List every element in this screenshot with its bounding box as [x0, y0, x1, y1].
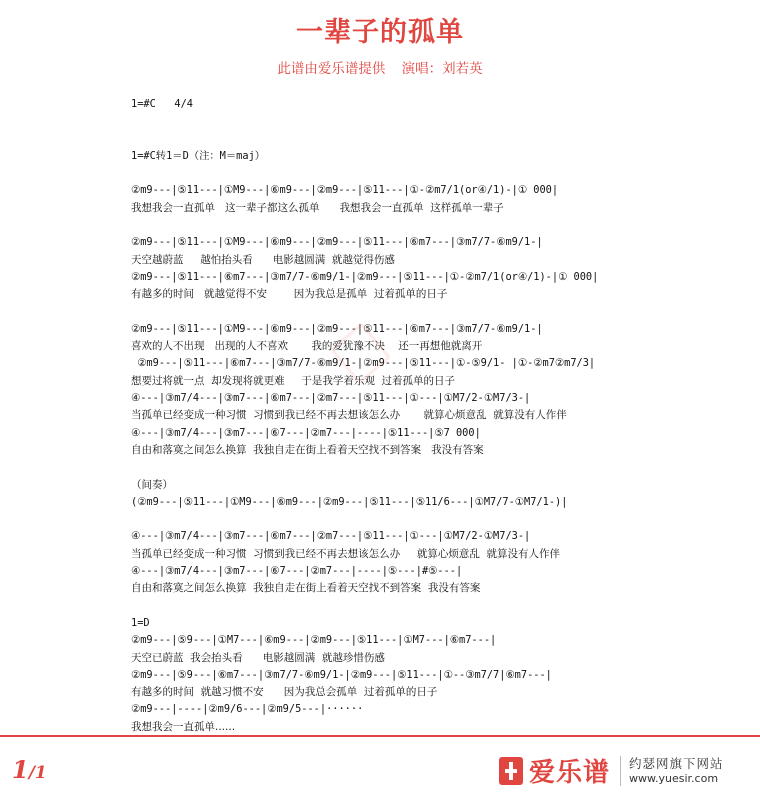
chord-line: ②m9---|⑤11---|⑥m7---|③m7/7-⑥m9/1-|②m9---|⑤11---|①-⑤9/1- |①-②m7②m7/3| — [131, 357, 596, 370]
chord-line: 1=#C转1＝D（注：M＝maj） — [131, 149, 266, 162]
blank-line — [131, 598, 731, 615]
chord-sheet — [131, 96, 731, 736]
page-current: 1 — [12, 755, 29, 784]
blank-line — [131, 459, 731, 476]
subtitle — [0, 57, 760, 77]
chord-line: ②m9---|⑤9---|①M7---|⑥m9---|②m9---|⑤11---|①M7---|⑥m7---| — [131, 634, 497, 647]
lyric-line: 天空越蔚蓝 越怕抬头看 电影越圆满 就越觉得伤感 — [131, 253, 395, 266]
chord-line: (②m9---|⑤11---|①M9---|⑥m9---|②m9---|⑤11---|⑤11/6---|①M7/7-①M7/1-)| — [131, 495, 568, 508]
lyric-line: 我想我会一直孤单...... — [131, 720, 236, 733]
lyric-line: 天空已蔚蓝 我会抬头看 电影越圆满 就越珍惜伤感 — [131, 651, 385, 664]
chord-line: 1=#C 4/4 — [131, 98, 193, 110]
lyric-line: 我想我会一直孤单 这一辈子都这么孤单 我想我会一直孤单 这样孤单一辈子 — [131, 201, 504, 214]
lyric-line: 想要过将就一点 却发现将就更难 于是我学着乐观 过着孤单的日子 — [131, 374, 456, 387]
page-number — [12, 755, 47, 784]
blank-line — [131, 113, 731, 130]
lyric-line: 喜欢的人不出现 出现的人不喜欢 我的爱犹豫不决 还一再想他就离开 — [131, 340, 483, 353]
lyric-line: 当孤单已经变成一种习惯 习惯到我已经不再去想该怎么办 就算心烦意乱 就算没有人作伴 — [131, 409, 567, 422]
lyric-line: 有越多的时间 就越觉得不安 因为我总是孤单 过着孤单的日子 — [131, 288, 448, 301]
lyric-line: （间奏） — [131, 478, 173, 491]
site-logo[interactable] — [499, 752, 724, 789]
lyric-line: 自由和落寞之间怎么换算 我独自走在街上看着天空找不到答案 我没有答案 — [131, 582, 481, 595]
logo-url[interactable]: www.yuesir.com — [629, 771, 719, 785]
blank-line — [131, 217, 731, 234]
blank-line — [131, 131, 731, 148]
provider-note: 此谱由爱乐谱提供 — [277, 61, 386, 77]
lyric-line: 当孤单已经变成一种习惯 习惯到我已经不再去想该怎么办 就算心烦意乱 就算没有人作伴 — [131, 547, 561, 560]
chord-line: ②m9---|⑤11---|①M9---|⑥m9---|②m9---|⑤11---|①-②m7/1(or④/1)-|① 000| — [131, 184, 559, 197]
logo-tagline: 约瑟网旗下网站 — [629, 755, 724, 771]
chord-line: ④---|③m7/4---|③m7---|⑥m7---|②m7---|⑤11---|①---|①M7/2-①M7/3-| — [131, 392, 531, 405]
chord-line: ②m9---|⑤11---|⑥m7---|③m7/7-⑥m9/1-|②m9---|⑤11---|①-②m7/1(or④/1)-|① 000| — [131, 270, 599, 283]
chord-line: 1=D — [131, 616, 150, 629]
chord-line: ②m9---|⑤9---|⑥m7---|③m7/7-⑥m9/1-|②m9---|⑤11---|①--③m7/7|⑥m7---| — [131, 668, 552, 681]
song-title: 一辈子的孤单 — [296, 17, 464, 48]
singer-credit: 演唱：刘若英 — [401, 61, 483, 77]
logo-divider — [620, 756, 621, 786]
chord-line: ②m9---|----|②m9/6---|②m9/5---|······ — [131, 703, 364, 716]
blank-line — [131, 304, 731, 321]
blank-line — [131, 165, 731, 182]
logo-icon — [499, 757, 523, 785]
lyric-line: 有越多的时间 就越习惯不安 因为我总会孤单 过着孤单的日子 — [131, 686, 438, 699]
logo-text: 爱乐谱 — [529, 758, 611, 788]
chord-line: ④---|③m7/4---|③m7---|⑥m7---|②m7---|⑤11---|①---|①M7/2-①M7/3-| — [131, 530, 531, 543]
page-total: /1 — [28, 763, 47, 783]
chord-line: ②m9---|⑤11---|①M9---|⑥m9---|②m9---|⑤11---|⑥m7---|③m7/7-⑥m9/1-| — [131, 236, 543, 249]
chord-line: ②m9---|⑤11---|①M9---|⑥m9---|②m9---|⑤11---|⑥m7---|③m7/7-⑥m9/1-| — [131, 322, 543, 335]
chord-line: ④---|③m7/4---|③m7---|⑥7---|②m7---|----|⑤---|#⑤---| — [131, 565, 463, 578]
lyric-line: 自由和落寞之间怎么换算 我独自走在街上看着天空找不到答案 我没有答案 — [131, 443, 484, 456]
footer-divider — [0, 735, 760, 737]
logo-side-text — [629, 756, 724, 786]
chord-line: ④---|③m7/4---|③m7---|⑥7---|②m7---|----|⑤11---|⑤7 000| — [131, 426, 481, 439]
blank-line — [131, 511, 731, 528]
